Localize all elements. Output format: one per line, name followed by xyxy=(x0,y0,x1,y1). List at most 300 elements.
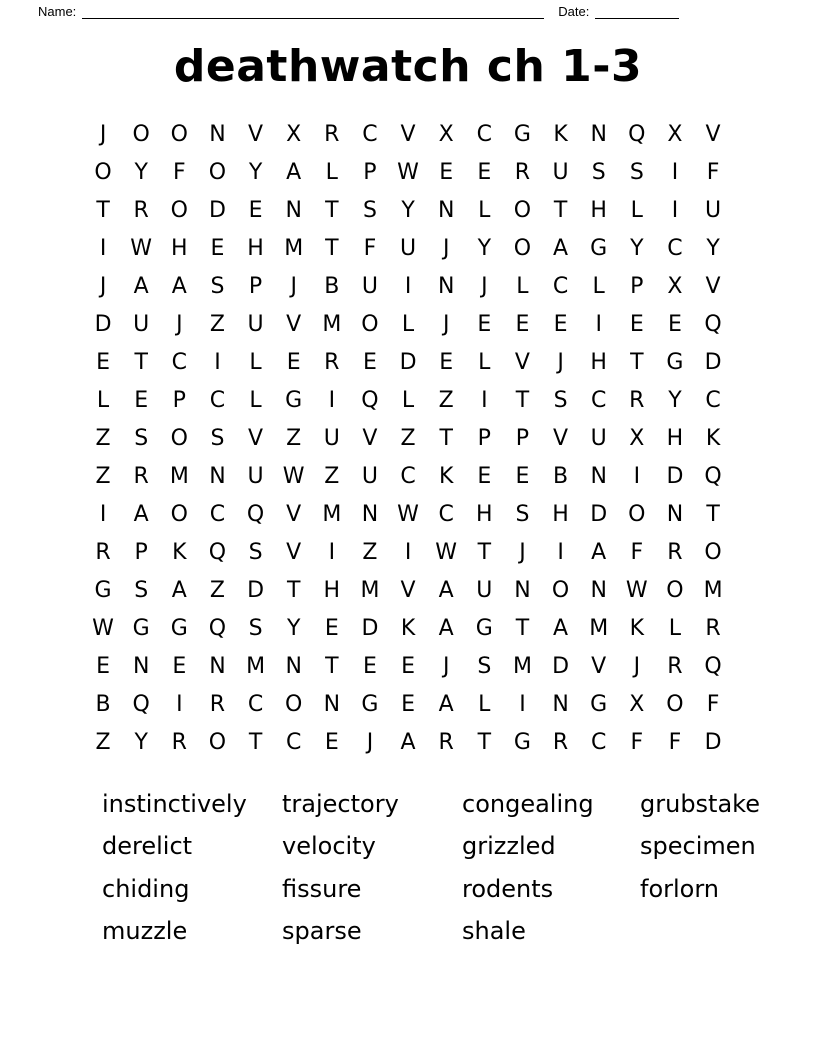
grid-cell[interactable]: E xyxy=(362,350,377,375)
grid-cell[interactable]: G xyxy=(513,122,531,147)
grid-cell[interactable]: Z xyxy=(438,388,454,413)
grid-cell[interactable]: S xyxy=(248,616,263,641)
grid-cell[interactable]: S xyxy=(134,578,149,603)
grid-cell[interactable]: L xyxy=(249,388,262,413)
grid-cell[interactable]: N xyxy=(437,274,455,299)
grid-cell[interactable]: R xyxy=(324,350,340,375)
grid-cell[interactable]: H xyxy=(590,198,607,223)
grid-cell[interactable]: Y xyxy=(134,160,148,185)
grid-cell[interactable]: D xyxy=(208,198,226,223)
grid-cell[interactable]: G xyxy=(361,692,379,717)
grid-cell[interactable]: N xyxy=(209,122,226,147)
grid-cell[interactable]: P xyxy=(515,426,530,451)
grid-cell[interactable]: C xyxy=(209,502,226,527)
grid-cell[interactable]: J xyxy=(176,312,183,337)
grid-cell[interactable]: C xyxy=(591,388,607,413)
grid-cell[interactable]: G xyxy=(170,616,188,641)
grid-cell[interactable]: T xyxy=(439,426,453,451)
grid-cell[interactable]: E xyxy=(324,730,339,755)
grid-cell[interactable]: F xyxy=(363,236,377,261)
grid-cell[interactable]: O xyxy=(170,198,188,223)
grid-cell[interactable]: R xyxy=(209,692,226,717)
grid-cell[interactable]: O xyxy=(666,578,684,603)
grid-cell[interactable]: L xyxy=(630,198,643,223)
word-list-item[interactable]: specimen xyxy=(640,832,756,861)
grid-cell[interactable]: N xyxy=(323,692,341,717)
grid-cell[interactable]: Y xyxy=(134,730,148,755)
word-search-grid[interactable] xyxy=(84,116,732,762)
grid-cell[interactable]: E xyxy=(96,654,111,679)
grid-cell[interactable]: D xyxy=(552,654,570,679)
grid-cell[interactable]: S xyxy=(134,426,149,451)
word-list-item[interactable]: muzzle xyxy=(102,917,188,946)
date-input-line[interactable] xyxy=(595,4,679,19)
grid-cell[interactable]: U xyxy=(705,198,722,223)
grid-cell[interactable]: W xyxy=(282,464,305,489)
grid-cell[interactable]: P xyxy=(630,274,644,299)
grid-cell[interactable]: G xyxy=(666,350,684,375)
grid-cell[interactable]: R xyxy=(438,730,454,755)
grid-cell[interactable]: V xyxy=(286,540,302,565)
grid-cell[interactable]: X xyxy=(629,426,645,451)
grid-cell[interactable]: N xyxy=(514,578,531,603)
grid-cell[interactable]: J xyxy=(481,274,488,299)
grid-cell[interactable]: H xyxy=(171,236,188,261)
grid-cell[interactable]: Z xyxy=(209,312,225,337)
grid-cell[interactable]: D xyxy=(666,464,684,489)
grid-cell[interactable]: S xyxy=(553,388,568,413)
grid-cell[interactable]: A xyxy=(171,274,187,299)
grid-cell[interactable]: V xyxy=(286,502,302,527)
grid-cell[interactable]: T xyxy=(248,730,263,755)
grid-cell[interactable]: H xyxy=(552,502,569,527)
grid-cell[interactable]: D xyxy=(590,502,608,527)
grid-cell[interactable]: J xyxy=(99,122,107,147)
grid-cell[interactable]: T xyxy=(515,388,530,413)
grid-cell[interactable]: C xyxy=(171,350,187,375)
grid-cell[interactable]: A xyxy=(400,730,416,755)
grid-cell[interactable]: Z xyxy=(95,464,111,489)
grid-cell[interactable]: L xyxy=(478,198,491,223)
grid-cell[interactable]: D xyxy=(361,616,379,641)
grid-cell[interactable]: U xyxy=(552,160,569,185)
word-list-item[interactable]: derelict xyxy=(102,832,193,861)
grid-cell[interactable]: E xyxy=(286,350,301,375)
grid-cell[interactable]: N xyxy=(552,692,569,717)
grid-cell[interactable]: R xyxy=(514,160,531,185)
grid-cell[interactable]: D xyxy=(704,350,722,375)
grid-cell[interactable]: H xyxy=(476,502,493,527)
grid-cell[interactable]: V xyxy=(705,274,721,299)
grid-cell[interactable]: P xyxy=(477,426,491,451)
grid-cell[interactable]: F xyxy=(668,730,682,755)
grid-cell[interactable]: T xyxy=(630,350,644,375)
grid-cell[interactable]: V xyxy=(400,578,416,603)
grid-cell[interactable]: L xyxy=(478,350,491,375)
grid-cell[interactable]: B xyxy=(324,274,340,299)
grid-cell[interactable]: E xyxy=(401,692,416,717)
grid-cell[interactable]: Z xyxy=(286,426,302,451)
grid-cell[interactable]: U xyxy=(590,426,607,451)
grid-cell[interactable]: E xyxy=(362,654,377,679)
grid-cell[interactable]: E xyxy=(477,312,492,337)
grid-cell[interactable]: G xyxy=(475,616,493,641)
grid-cell[interactable]: T xyxy=(325,236,339,261)
grid-cell[interactable]: F xyxy=(706,160,720,185)
grid-cell[interactable]: A xyxy=(438,692,454,717)
grid-cell[interactable]: K xyxy=(438,464,454,489)
grid-cell[interactable]: S xyxy=(515,502,530,527)
grid-cell[interactable]: V xyxy=(286,312,302,337)
grid-cell[interactable]: G xyxy=(590,236,608,261)
grid-cell[interactable]: A xyxy=(591,540,607,565)
grid-cell[interactable]: O xyxy=(361,312,379,337)
grid-cell[interactable]: N xyxy=(590,578,607,603)
grid-cell[interactable]: T xyxy=(286,578,301,603)
name-input-line[interactable] xyxy=(82,4,544,19)
grid-cell[interactable]: A xyxy=(553,236,569,261)
grid-cell[interactable]: C xyxy=(438,502,454,527)
grid-cell[interactable]: U xyxy=(400,236,417,261)
grid-cell[interactable]: N xyxy=(666,502,684,527)
grid-cell[interactable]: R xyxy=(667,540,683,565)
grid-cell[interactable]: I xyxy=(557,540,564,565)
grid-cell[interactable]: U xyxy=(247,464,264,489)
grid-cell[interactable]: P xyxy=(248,274,263,299)
grid-cell[interactable]: V xyxy=(362,426,378,451)
grid-cell[interactable]: Q xyxy=(704,312,722,337)
grid-cell[interactable]: T xyxy=(706,502,720,527)
grid-cell[interactable]: H xyxy=(590,350,607,375)
grid-cell[interactable]: K xyxy=(553,122,568,147)
grid-cell[interactable]: Y xyxy=(401,198,415,223)
grid-cell[interactable]: J xyxy=(442,236,450,261)
grid-cell[interactable]: D xyxy=(704,730,722,755)
grid-cell[interactable]: A xyxy=(133,502,149,527)
grid-cell[interactable]: R xyxy=(552,730,569,755)
grid-cell[interactable]: Z xyxy=(324,464,340,489)
grid-cell[interactable]: T xyxy=(96,198,110,223)
grid-cell[interactable]: J xyxy=(99,274,107,299)
grid-cell[interactable]: Q xyxy=(246,502,265,527)
grid-cell[interactable]: Q xyxy=(132,692,150,717)
grid-cell[interactable]: Z xyxy=(362,540,378,565)
grid-cell[interactable]: H xyxy=(666,426,684,451)
grid-cell[interactable]: S xyxy=(248,540,263,565)
grid-cell[interactable]: L xyxy=(516,274,529,299)
grid-cell[interactable]: V xyxy=(400,122,416,147)
word-list-item[interactable]: instinctively xyxy=(102,790,247,818)
grid-cell[interactable]: R xyxy=(629,388,645,413)
grid-cell[interactable]: F xyxy=(630,540,644,565)
grid-cell[interactable]: J xyxy=(442,312,450,337)
grid-cell[interactable]: L xyxy=(96,388,110,413)
grid-cell[interactable]: I xyxy=(404,540,412,565)
grid-cell[interactable]: I xyxy=(519,692,526,717)
grid-cell[interactable]: O xyxy=(94,160,112,185)
word-list-item[interactable]: shale xyxy=(462,917,526,946)
grid-cell[interactable]: S xyxy=(591,160,606,185)
grid-cell[interactable]: L xyxy=(668,616,682,641)
grid-cell[interactable]: Y xyxy=(668,388,682,413)
word-list-item[interactable]: velocity xyxy=(282,832,376,861)
grid-cell[interactable]: Q xyxy=(704,654,722,679)
grid-cell[interactable]: C xyxy=(400,464,416,489)
grid-cell[interactable]: F xyxy=(172,160,186,185)
grid-cell[interactable]: Z xyxy=(209,578,225,603)
grid-cell[interactable]: I xyxy=(176,692,183,717)
grid-cell[interactable]: W xyxy=(92,616,114,641)
grid-cell[interactable]: U xyxy=(133,312,150,337)
grid-cell[interactable]: E xyxy=(401,654,416,679)
grid-cell[interactable]: Y xyxy=(630,236,644,261)
grid-cell[interactable]: E xyxy=(210,236,225,261)
grid-cell[interactable]: D xyxy=(399,350,417,375)
grid-cell[interactable]: M xyxy=(246,654,266,679)
grid-cell[interactable]: P xyxy=(363,160,377,185)
grid-cell[interactable]: N xyxy=(437,198,455,223)
grid-cell[interactable]: J xyxy=(290,274,297,299)
grid-cell[interactable]: C xyxy=(209,388,226,413)
grid-cell[interactable]: W xyxy=(435,540,458,565)
grid-cell[interactable]: T xyxy=(515,616,530,641)
grid-cell[interactable]: C xyxy=(705,388,721,413)
grid-cell[interactable]: E xyxy=(172,654,187,679)
grid-cell[interactable]: K xyxy=(172,540,187,565)
grid-cell[interactable]: E xyxy=(477,160,492,185)
grid-cell[interactable]: U xyxy=(476,578,493,603)
grid-cell[interactable]: O xyxy=(513,236,532,261)
grid-cell[interactable]: A xyxy=(438,616,454,641)
grid-cell[interactable]: V xyxy=(553,426,569,451)
grid-cell[interactable]: G xyxy=(590,692,608,717)
grid-cell[interactable]: G xyxy=(285,388,303,413)
grid-cell[interactable]: O xyxy=(208,730,227,755)
grid-cell[interactable]: T xyxy=(553,198,568,223)
grid-cell[interactable]: R xyxy=(95,540,111,565)
grid-cell[interactable]: J xyxy=(519,540,526,565)
grid-cell[interactable]: H xyxy=(247,236,264,261)
grid-cell[interactable]: F xyxy=(706,692,720,717)
grid-cell[interactable]: N xyxy=(285,198,302,223)
grid-cell[interactable]: Q xyxy=(704,464,722,489)
grid-cell[interactable]: B xyxy=(95,692,111,717)
grid-cell[interactable]: L xyxy=(401,312,415,337)
grid-cell[interactable]: C xyxy=(286,730,302,755)
grid-cell[interactable]: Z xyxy=(95,426,111,451)
grid-cell[interactable]: O xyxy=(170,426,188,451)
grid-cell[interactable]: E xyxy=(477,464,492,489)
grid-cell[interactable]: C xyxy=(476,122,492,147)
grid-cell[interactable]: S xyxy=(362,198,377,223)
grid-cell[interactable]: A xyxy=(133,274,149,299)
word-list-item[interactable]: grizzled xyxy=(462,832,556,861)
grid-cell[interactable]: X xyxy=(286,122,302,147)
grid-cell[interactable]: F xyxy=(630,730,644,755)
grid-cell[interactable]: S xyxy=(210,426,225,451)
grid-cell[interactable]: P xyxy=(134,540,148,565)
grid-cell[interactable]: D xyxy=(94,312,112,337)
grid-cell[interactable]: I xyxy=(671,160,679,185)
grid-cell[interactable]: E xyxy=(248,198,263,223)
grid-cell[interactable]: O xyxy=(551,578,570,603)
grid-cell[interactable]: K xyxy=(629,616,645,641)
grid-cell[interactable]: Y xyxy=(706,236,720,261)
word-list-item[interactable]: trajectory xyxy=(282,790,399,818)
grid-cell[interactable]: G xyxy=(132,616,150,641)
grid-cell[interactable]: L xyxy=(325,160,338,185)
grid-cell[interactable]: E xyxy=(553,312,568,337)
grid-cell[interactable]: J xyxy=(633,654,641,679)
grid-cell[interactable]: B xyxy=(553,464,569,489)
grid-cell[interactable]: I xyxy=(633,464,641,489)
grid-cell[interactable]: N xyxy=(132,654,150,679)
grid-cell[interactable]: I xyxy=(99,236,107,261)
grid-cell[interactable]: D xyxy=(247,578,265,603)
grid-cell[interactable]: Q xyxy=(208,540,227,565)
grid-cell[interactable]: R xyxy=(705,616,721,641)
grid-cell[interactable]: E xyxy=(667,312,682,337)
grid-cell[interactable]: Q xyxy=(208,616,227,641)
grid-cell[interactable]: X xyxy=(438,122,454,147)
grid-cell[interactable]: A xyxy=(438,578,454,603)
grid-cell[interactable]: E xyxy=(515,312,530,337)
grid-cell[interactable]: H xyxy=(323,578,341,603)
grid-cell[interactable]: L xyxy=(478,692,491,717)
grid-cell[interactable]: W xyxy=(625,578,648,603)
grid-cell[interactable]: E xyxy=(439,160,454,185)
grid-cell[interactable]: U xyxy=(361,464,378,489)
grid-cell[interactable]: J xyxy=(442,654,450,679)
word-list-item[interactable]: sparse xyxy=(282,917,362,946)
grid-cell[interactable]: O xyxy=(132,122,150,147)
word-list-item[interactable]: chiding xyxy=(102,874,190,903)
grid-cell[interactable]: T xyxy=(325,198,339,223)
grid-cell[interactable]: X xyxy=(667,122,683,147)
grid-cell[interactable]: W xyxy=(397,502,419,527)
grid-cell[interactable]: E xyxy=(324,616,339,641)
grid-cell[interactable]: N xyxy=(590,122,607,147)
grid-cell[interactable]: L xyxy=(401,388,415,413)
grid-cell[interactable]: S xyxy=(210,274,225,299)
word-list-item[interactable]: fissure xyxy=(282,874,362,903)
grid-cell[interactable]: T xyxy=(477,730,492,755)
grid-cell[interactable]: U xyxy=(247,312,264,337)
grid-cell[interactable]: M xyxy=(703,578,723,603)
grid-cell[interactable]: V xyxy=(514,350,530,375)
grid-cell[interactable]: A xyxy=(553,616,569,641)
grid-cell[interactable]: T xyxy=(477,540,492,565)
grid-cell[interactable]: X xyxy=(629,692,645,717)
grid-cell[interactable]: M xyxy=(360,578,380,603)
grid-cell[interactable]: I xyxy=(99,502,107,527)
grid-cell[interactable]: R xyxy=(171,730,187,755)
grid-cell[interactable]: I xyxy=(671,198,679,223)
grid-cell[interactable]: M xyxy=(589,616,609,641)
grid-cell[interactable]: G xyxy=(513,730,531,755)
word-list-item[interactable]: rodents xyxy=(462,874,554,903)
grid-cell[interactable]: O xyxy=(285,692,303,717)
grid-cell[interactable]: Q xyxy=(628,122,646,147)
grid-cell[interactable]: M xyxy=(169,464,189,489)
grid-cell[interactable]: U xyxy=(361,274,378,299)
grid-cell[interactable]: Q xyxy=(361,388,379,413)
grid-cell[interactable]: K xyxy=(400,616,416,641)
grid-cell[interactable]: C xyxy=(552,274,569,299)
grid-cell[interactable]: G xyxy=(94,578,112,603)
grid-cell[interactable]: E xyxy=(134,388,149,413)
grid-cell[interactable]: J xyxy=(366,730,374,755)
grid-cell[interactable]: M xyxy=(322,312,342,337)
grid-cell[interactable]: O xyxy=(666,692,684,717)
grid-cell[interactable]: R xyxy=(667,654,683,679)
grid-cell[interactable]: L xyxy=(249,350,262,375)
word-list-item[interactable]: grubstake xyxy=(640,790,760,818)
grid-cell[interactable]: O xyxy=(513,198,532,223)
grid-cell[interactable]: K xyxy=(705,426,721,451)
grid-cell[interactable]: N xyxy=(285,654,302,679)
grid-cell[interactable]: V xyxy=(591,654,607,679)
grid-cell[interactable]: J xyxy=(557,350,564,375)
grid-cell[interactable]: Y xyxy=(477,236,492,261)
grid-cell[interactable]: V xyxy=(248,122,264,147)
grid-cell[interactable]: R xyxy=(133,198,149,223)
grid-cell[interactable]: S xyxy=(629,160,644,185)
grid-cell[interactable]: N xyxy=(209,464,226,489)
grid-cell[interactable]: R xyxy=(324,122,340,147)
grid-cell[interactable]: P xyxy=(172,388,186,413)
word-list-item[interactable]: congealing xyxy=(462,790,594,818)
grid-cell[interactable]: W xyxy=(397,160,419,185)
grid-cell[interactable]: O xyxy=(208,160,227,185)
grid-cell[interactable]: C xyxy=(591,730,607,755)
grid-cell[interactable]: Y xyxy=(286,616,301,641)
grid-cell[interactable]: V xyxy=(248,426,264,451)
grid-cell[interactable]: Z xyxy=(95,730,111,755)
grid-cell[interactable]: I xyxy=(404,274,412,299)
grid-cell[interactable]: E xyxy=(96,350,111,375)
grid-cell[interactable]: A xyxy=(286,160,302,185)
grid-cell[interactable]: O xyxy=(628,502,646,527)
grid-cell[interactable]: T xyxy=(134,350,148,375)
grid-cell[interactable]: C xyxy=(362,122,378,147)
word-list-item[interactable]: forlorn xyxy=(640,874,720,903)
grid-cell[interactable]: M xyxy=(284,236,304,261)
grid-cell[interactable]: I xyxy=(595,312,602,337)
grid-cell[interactable]: T xyxy=(325,654,339,679)
grid-cell[interactable]: Y xyxy=(248,160,263,185)
grid-cell[interactable]: V xyxy=(705,122,721,147)
grid-cell[interactable]: O xyxy=(170,122,188,147)
grid-cell[interactable]: O xyxy=(170,502,188,527)
grid-cell[interactable]: M xyxy=(322,502,342,527)
grid-cell[interactable]: N xyxy=(361,502,379,527)
grid-cell[interactable]: M xyxy=(512,654,532,679)
grid-cell[interactable]: R xyxy=(133,464,149,489)
grid-cell[interactable]: L xyxy=(592,274,605,299)
grid-cell[interactable]: U xyxy=(323,426,340,451)
grid-cell[interactable]: I xyxy=(328,388,336,413)
grid-cell[interactable]: E xyxy=(515,464,530,489)
grid-cell[interactable]: I xyxy=(481,388,488,413)
grid-cell[interactable]: I xyxy=(214,350,221,375)
grid-cell[interactable]: N xyxy=(209,654,226,679)
grid-cell[interactable]: W xyxy=(130,236,153,261)
grid-cell[interactable]: Z xyxy=(400,426,416,451)
grid-cell[interactable]: X xyxy=(667,274,683,299)
grid-cell[interactable]: E xyxy=(439,350,454,375)
grid-cell[interactable]: C xyxy=(667,236,683,261)
